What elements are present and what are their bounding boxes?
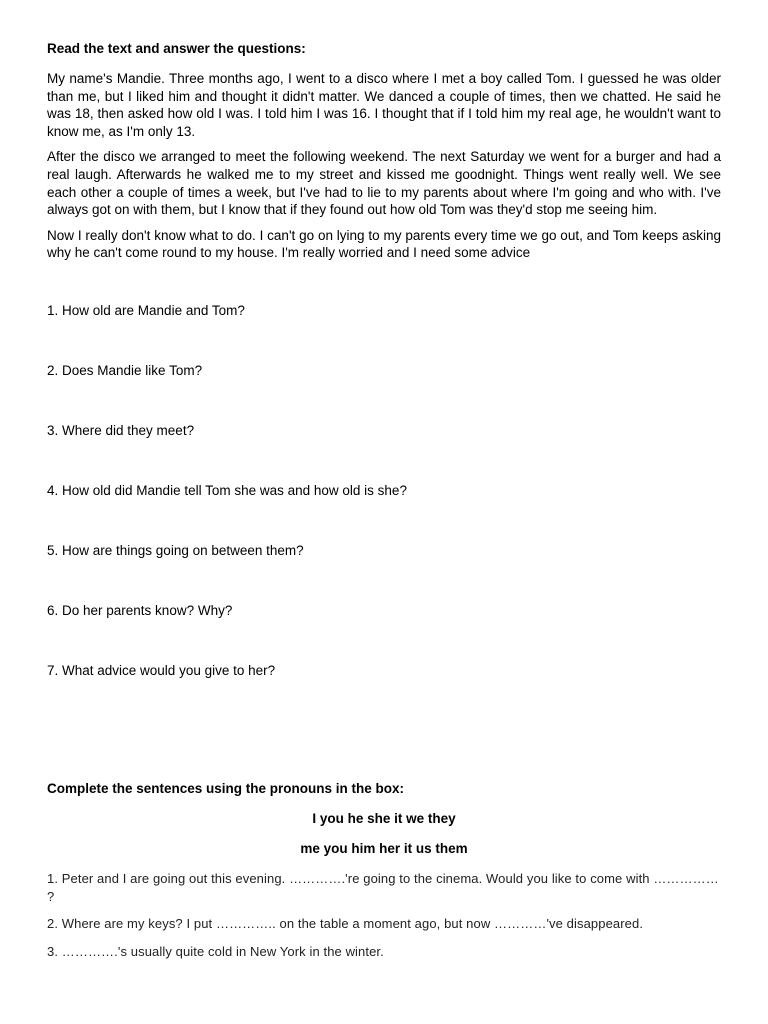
question-5: 5. How are things going on between them? xyxy=(47,542,304,558)
exercise-sentence-2: 2. Where are my keys? I put ………….. on the table a moment ago, but now …………'ve disappeared. xyxy=(47,916,644,931)
subject-pronoun-box: I you he she it we they xyxy=(312,811,456,826)
question-list xyxy=(47,302,721,722)
exercise-sentence-3: 3. ………….'s usually quite cold in New York in the winter. xyxy=(47,943,384,959)
object-pronoun-box: me you him her it us them xyxy=(300,841,468,856)
pronoun-heading: Complete the sentences using the pronouns in the box: xyxy=(47,781,405,796)
pronoun-section xyxy=(47,780,721,970)
reading-paragraph-2: After the disco we arranged to meet the following weekend. The next Saturday we went for a burger and had a real laugh. Afterwards he walked me to my street and kissed me goodnight. Things went really well. We see each other a couple of times a week, but I've had to lie to my parents about where I'm going and who with. I've always got on with them, but I know that if they found out how old Tom was they'd stop me seeing him. xyxy=(47,149,721,218)
question-6: 6. Do her parents know? Why? xyxy=(47,602,233,618)
question-3: 3. Where did they meet? xyxy=(47,422,195,438)
reading-heading: Read the text and answer the questions: xyxy=(47,41,306,56)
question-1: 1. How old are Mandie and Tom? xyxy=(47,302,245,318)
reading-paragraph-1: My name's Mandie. Three months ago, I went to a disco where I met a boy called Tom. I guessed he was older than me, but I liked him and thought it didn't matter. We danced a couple of times, then we chatted. He said he was 18, then asked how old I was. I told him I was 16. I thought that if I told him my real age, he wouldn't want to know me, as I'm only 13. xyxy=(47,71,721,139)
reading-paragraph-3: Now I really don't know what to do. I can't go on lying to my parents every time we go out, and Tom keeps asking why he can't come round to my house. I'm really worried and I need some advice xyxy=(47,227,721,261)
exercise-sentence-1: 1. Peter and I are going out this evening. ………….'re going to the cinema. Would you like to come with …………… ? xyxy=(47,871,719,904)
question-4: 4. How old did Mandie tell Tom she was and how old is she? xyxy=(47,482,407,498)
question-2: 2. Does Mandie like Tom? xyxy=(47,362,203,378)
reading-section xyxy=(47,40,721,722)
question-7: 7. What advice would you give to her? xyxy=(47,662,276,678)
